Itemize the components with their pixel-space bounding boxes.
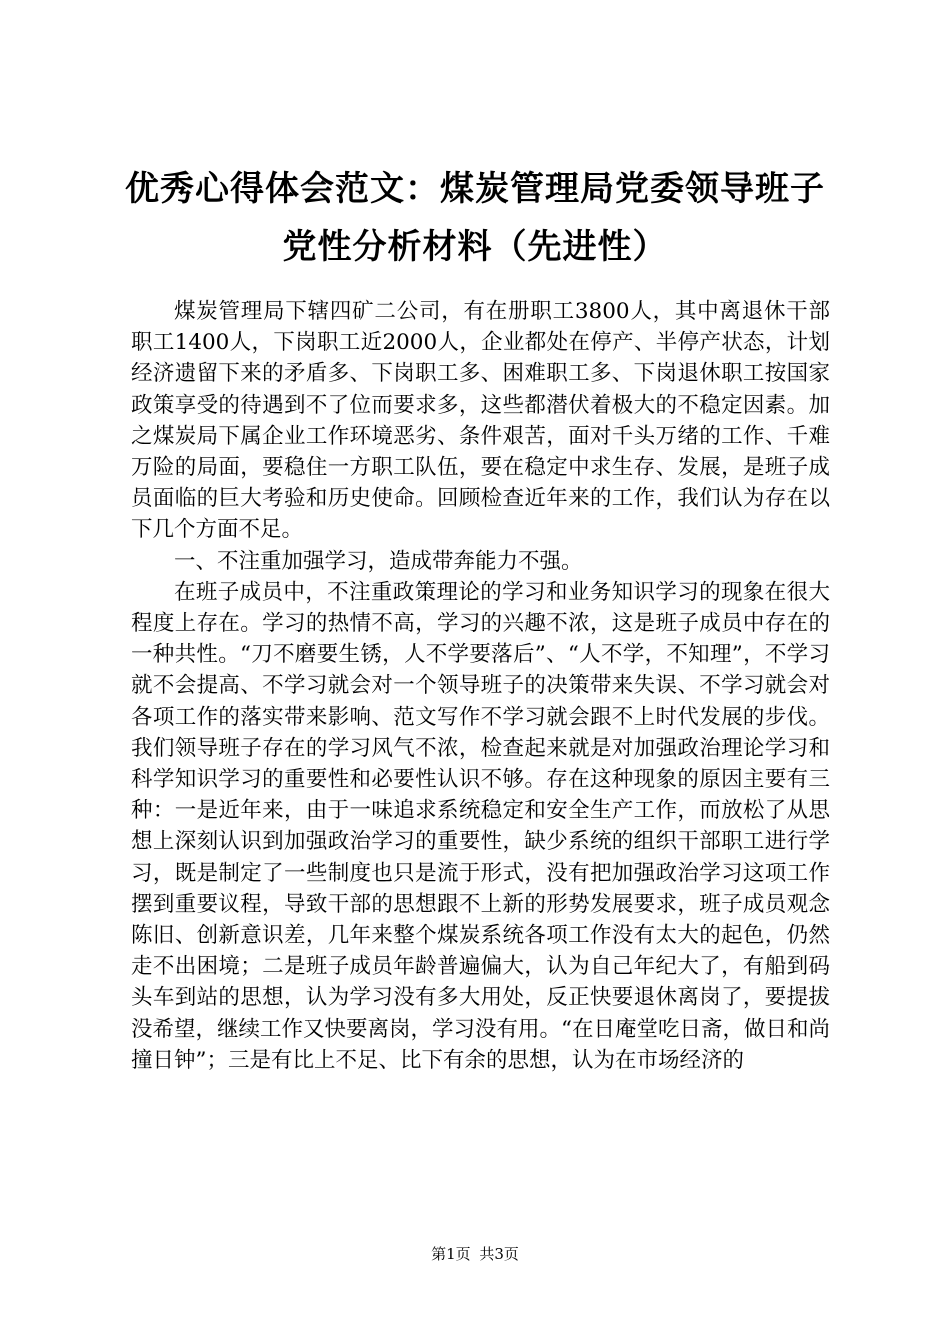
paragraph: 在班子成员中，不注重政策理论的学习和业务知识学习的现象在很大程度上存在。学习的热情不高，学习的兴趣不浓，这是班子成员中存在的一种共性。“刀不磨要生锈，人不学要落后”、“人不学，不知理”，不学习就不会提高、不学习就会对一个领导班子的决策带来失误、不学习就会对各项工作的落实带来影响、范文写作不学习就会跟不上时代发展的步伐。我们领导班子存在的学习风气不浓，检查起来就是对加强政治理论学习和科学知识学习的重要性和必要性认识不够。存在这种现象的原因主要有三种：一是近年来，由于一味追求系统稳定和安全生产工作，而放松了从思想上深刻认识到加强政治学习的重要性，缺少系统的组织干部职工进行学习，既是制定了一些制度也只是流于形式，没有把加强政治学习这项工作摆到重要议程，导致干部的思想跟不上新的形势发展要求，班子成员观念陈旧、创新意识差，几年来整个煤炭系统各项工作没有太大的起色，仍然走不出困境；二是班子成员年龄普遍偏大，认为自己年纪大了，有船到码头车到站的思想，认为学习没有多大用处，反正快要退休离岗了，要提拔没希望，继续工作又快要离岗，学习没有用。“在日庵堂吃日斋，做日和尚撞日钟”；三是有比上不足、比下有余的思想，认为在市场经济的 [131, 579, 830, 1073]
paragraph: 煤炭管理局下辖四矿二公司，有在册职工3800人，其中离退休干部职工1400人，下岗职工近2000人，企业都处在停产、半停产状态，计划经济遗留下来的矛盾多、下岗职工多、困难职工多、下岗退休职工按国家政策享受的待遇到不了位而要求多，这些都潜伏着极大的不稳定因素。加之煤炭局下属企业工作环境恶劣、条件艰苦，面对千头万绪的工作、千难万险的局面，要稳住一方职工队伍，要在稳定中求生存、发展，是班子成员面临的巨大考验和历史使命。回顾检查近年来的工作，我们认为存在以下几个方面不足。 [131, 299, 830, 543]
document-body [131, 296, 830, 1076]
section-heading: 一、不注重加强学习，造成带奔能力不强。 [174, 548, 583, 574]
title-line-1: 优秀心得体会范文：煤炭管理局党委领导班子 [125, 169, 825, 209]
page-footer [0, 1244, 950, 1264]
page-number: 第1页 [431, 1245, 471, 1263]
document-title [110, 160, 840, 276]
page-total: 共3页 [479, 1245, 519, 1263]
title-line-2: 党性分析材料（先进性） [282, 227, 668, 267]
